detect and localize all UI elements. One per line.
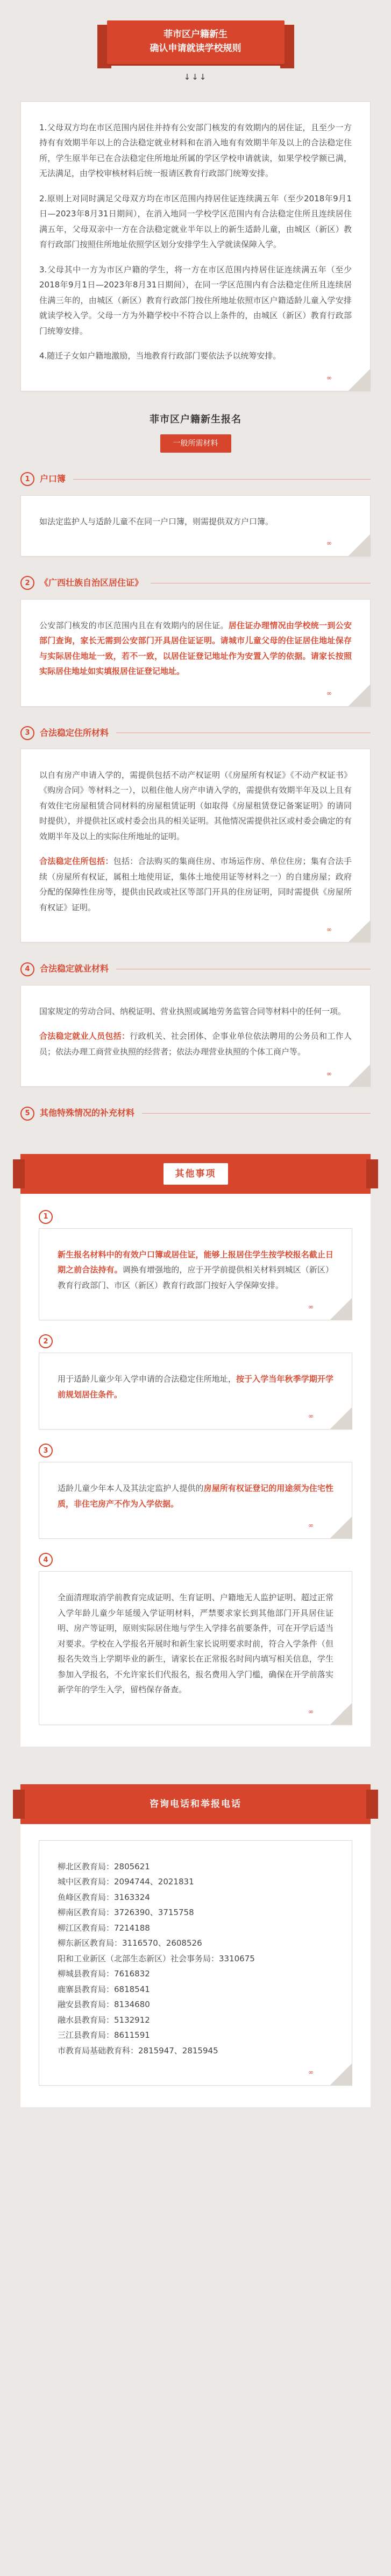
material-item	[20, 961, 371, 1087]
material-item-header	[20, 471, 371, 487]
contact-row: 鱼峰区教育局：3163324	[58, 1892, 150, 1902]
notice-card	[39, 1571, 352, 1725]
material-item-title: 《广西壮族自治区居住证》	[40, 578, 144, 588]
contact-row: 柳城县教育局：7616832	[58, 1969, 150, 1979]
notice-paragraph	[58, 1590, 333, 1698]
notice-paragraph	[58, 1371, 333, 1402]
material-item-header	[20, 961, 371, 977]
notice-item	[39, 1553, 352, 1725]
material-item-header	[20, 725, 371, 741]
contact-row: 柳南区教育局：3726390、3715758	[58, 1908, 194, 1918]
contact-row: 市教育局基础教育科：2815947、2815945	[58, 2045, 218, 2056]
body-text: 如法定监护人与适龄儿童不在同一户口簿，则需提供双方户口簿。	[39, 516, 274, 526]
body-text: 公安部门核发的市区范围内且在有效期内的居住证。	[39, 620, 229, 630]
contact-row: 柳北区教育局：2805621	[58, 1861, 150, 1871]
material-item	[20, 471, 371, 557]
decor-dots: ∞	[326, 925, 332, 933]
item-number-badge: 2	[39, 1334, 53, 1348]
notice-item	[39, 1210, 352, 1321]
notice-paragraph	[58, 1481, 333, 1511]
rule-paragraph: 4.随迁子女如户籍地激励，当地教育行政部门要依法予以统筹安排。	[39, 351, 281, 361]
material-item-title: 合法稳定就业材料	[40, 963, 109, 974]
material-paragraph	[39, 618, 352, 679]
notice-card	[39, 1353, 352, 1430]
item-number-badge: 2	[20, 576, 34, 590]
contact-row: 融水县教育局：5132912	[58, 2015, 150, 2025]
decor-dots: ∞	[308, 1707, 314, 1715]
decor-dots: ∞	[308, 1412, 314, 1420]
material-item-card	[20, 985, 371, 1087]
decor-dots: ∞	[308, 2068, 314, 2077]
material-item	[20, 725, 371, 943]
down-arrows: ↓↓↓	[183, 72, 208, 82]
material-item-title: 合法稳定住所材料	[40, 727, 109, 738]
highlight-text: 房屋所有权证登记的用途须为住宅性质，非住宅房产不作为入学依据。	[58, 1483, 333, 1509]
notice-card	[39, 1462, 352, 1539]
notice-card	[39, 1228, 352, 1321]
divider-line	[142, 1113, 371, 1114]
material-paragraph	[39, 768, 352, 844]
rules-card	[20, 101, 371, 391]
notice-paragraph	[58, 1247, 333, 1293]
header-ribbon	[107, 20, 285, 64]
item-number-badge: 4	[39, 1553, 53, 1567]
contact-row: 柳江区教育局：7214188	[58, 1923, 150, 1933]
body-text: 调换有增强地的，应于开学前提供相关材料到城区（新区）教育行政部门、市区（新区）教育行政部门按好入学保障安排。	[58, 1265, 333, 1290]
section4	[0, 1784, 391, 2108]
notice-item	[39, 1444, 352, 1539]
item-number-badge: 5	[20, 1107, 34, 1121]
material-paragraph	[39, 854, 352, 915]
material-paragraph	[39, 1004, 352, 1019]
body-text: 行政机关、社会团体、企事业单位依法聘用的公务员和工作人员；依法办理工商营业执照的经营者；依法办理营业执照的个体工商户等。	[39, 1031, 352, 1057]
section3-title: 其他事项	[163, 1163, 228, 1185]
section3-body	[20, 1194, 371, 1747]
contact-card	[39, 1840, 352, 2086]
section4-header	[20, 1784, 371, 1824]
section3	[0, 1154, 391, 1747]
contact-row: 阳和工业新区（北部生态新区）社会事务局：3310675	[58, 1953, 255, 1963]
decor-dots: ∞	[326, 1069, 332, 1078]
body-text: 以自有房产申请入学的，需提供包括不动产权证明（《房屋所有权证》《不动产权证书》《购房合同》等材料之一），以租住他人房产申请入学的，需提供有效期半年及以上且有有效住宅房屋租赁合同材料的房屋租赁证明（如取得《房屋租赁登记备案证明》的请同时提供），并提供社区或村委会出具的相关证明。其他情况需提供社区或村委会确定的有效期半年及以上的实际住所地址的证明。	[39, 770, 352, 841]
header-ribbon-wrap	[0, 0, 391, 64]
material-paragraph	[39, 1029, 352, 1059]
decor-dots: ∞	[326, 689, 332, 697]
highlight-text: 按于入学当年秋季学期开学前规划居住条件。	[58, 1374, 333, 1399]
material-item-header	[20, 575, 371, 591]
highlight-text: 合法稳定就业人员包括：	[39, 1031, 130, 1041]
body-text: 适龄儿童少年本人及其法定监护人提供的	[58, 1483, 204, 1494]
material-item-title: 其他特殊情况的补充材料	[40, 1108, 135, 1118]
item-number-badge: 3	[39, 1444, 53, 1458]
contact-row: 融安县教育局：8134680	[58, 2000, 150, 2010]
material-item-card	[20, 749, 371, 943]
decor-dots: ∞	[308, 1303, 314, 1311]
notice-item	[39, 1334, 352, 1430]
rule-paragraph: 2.原则上对同时满足父母双方均在市区范围内持居住证连续满五年（至少2018年9月1日—2023年8月31日期间），在消入地同一学校学区范围内有合法稳定住所且连续居住满五年，父母双亲中一方在合法稳定就业半年以上的新生适龄儿童，由城区（新区）教育行政部门按照住所地址依照学区划分安排学生入学就读保障入学。	[39, 193, 352, 249]
item-number-badge: 1	[20, 472, 34, 486]
contact-row: 鹿寨县教育局：6818541	[58, 1984, 150, 1994]
divider-line	[73, 479, 371, 480]
material-item	[20, 1105, 371, 1121]
section4-title: 咨询电话和举报电话	[150, 1798, 241, 1810]
body-text: 用于适龄儿童少年入学申请的合法稳定住所地址，	[58, 1374, 236, 1384]
highlight-text: 合法稳定住所包括：	[39, 856, 113, 867]
body-text: 全面清理取消学前教育完成证明、生育证明、户籍地无人监护证明、超过正常入学年龄儿童少年延缓入学证明材料，严禁要求家长到其他部门开具居住证明、房产等证明，原则实际居住地与学生入学排名前要条件，可在开学后适当对要求。学校在入学报名开展时和新生家长说明要求时前，符合入学条件（但报名失效当上学期毕业的新生，请家长在正常报名时间内填写相关信息，学生参加入学报名，不允许家长们代报名，报名费用入学门槛，确保在开学前落实新学年的学生入学，留档保存备查。	[58, 1593, 333, 1695]
item-number-badge: 4	[20, 962, 34, 976]
body-text: 包括：合法购买的集商住房、市场运作房、单位住房；集有合法手续（房屋所有权证，属租土地使用证，集体土地使用证等材料之一）的自建房屋；政府分配的保障性住房等，提供由民政或社区等部门开具的住房证明，同时需提供《房屋所有权证》证明。	[39, 856, 352, 912]
header-title-line1: 菲市区户籍新生	[163, 29, 228, 40]
body-text: 国家规定的劳动合同、纳税证明、营业执照或属地劳务监管合同等材料中的任何一项。	[39, 1006, 346, 1016]
material-item	[20, 575, 371, 706]
highlight-text: 居住证办理情况由学校统一到公安部门查询，家长无需到公安部门开具居住证证明。请城市儿童父母的住证居住地址保存与实际居住地址一致，若不一致，以居住证登记地址作为安置入学的依据。请家长按照实际居住地址如实填报居住证登记地址。	[39, 620, 352, 677]
decor-dots: ∞	[326, 539, 332, 547]
item-number-badge: 3	[20, 726, 34, 740]
contact-row: 柳东新区教育局：3116570、2608526	[58, 1938, 202, 1948]
decor-dots: ∞	[308, 1522, 314, 1530]
rule-paragraph: 1.父母双方均在市区范围内居住并持有公安部门核发的有效期内的居住证，且至少一方持有有效期半年以上的合法稳定就业材料和在消入地有有效期半年及以上的合法稳定住所，学生原半年已在合法稳定住所地址所属的学区学校申请就读，如果学校学额已满，无法满足，由学校审核材料后统一报请区教育行政部门统筹安排。	[39, 122, 352, 178]
contact-row: 三江县教育局：8611591	[58, 2030, 150, 2040]
material-item-card	[20, 495, 371, 557]
item-number-badge: 1	[39, 1210, 53, 1224]
section3-header	[20, 1154, 371, 1194]
material-item-title: 户口簿	[40, 474, 66, 484]
contact-row: 城中区教育局：2094744、2021831	[58, 1877, 194, 1887]
material-paragraph	[39, 514, 352, 530]
highlight-text: 新生报名材料中的有效户口簿或居住证，能够上报居住学生按学校报名截止日期之前合法持有。	[58, 1249, 333, 1275]
header-title-line2: 确认申请就读学校规则	[150, 43, 241, 54]
rule-paragraph: 3.父母其中一方为市区户籍的学生，将一方在市区范围内持居住证连续满五年（至少2018年9月1日—2023年8月31日期间），在同一学区范围内有合法稳定住所且连续居住满三年的，由城区（新区）教育行政部门按住所地址依照市区户籍适龄儿童入学安排就读学校入学。父母一方为外籍学校中不符合以上条件的，由城区（新区）教育行政部门统筹安排。	[39, 264, 352, 336]
section2-items	[0, 471, 391, 1121]
section4-body	[20, 1824, 371, 2108]
contact-list	[58, 1859, 333, 2059]
material-item-header	[20, 1105, 371, 1121]
section2-header	[0, 391, 391, 453]
material-item-card	[20, 599, 371, 707]
section2-pill: 一般所需材料	[160, 434, 231, 453]
section2-title: 菲市区户籍新生报名	[150, 413, 241, 425]
decor-dots: ∞	[326, 374, 332, 382]
